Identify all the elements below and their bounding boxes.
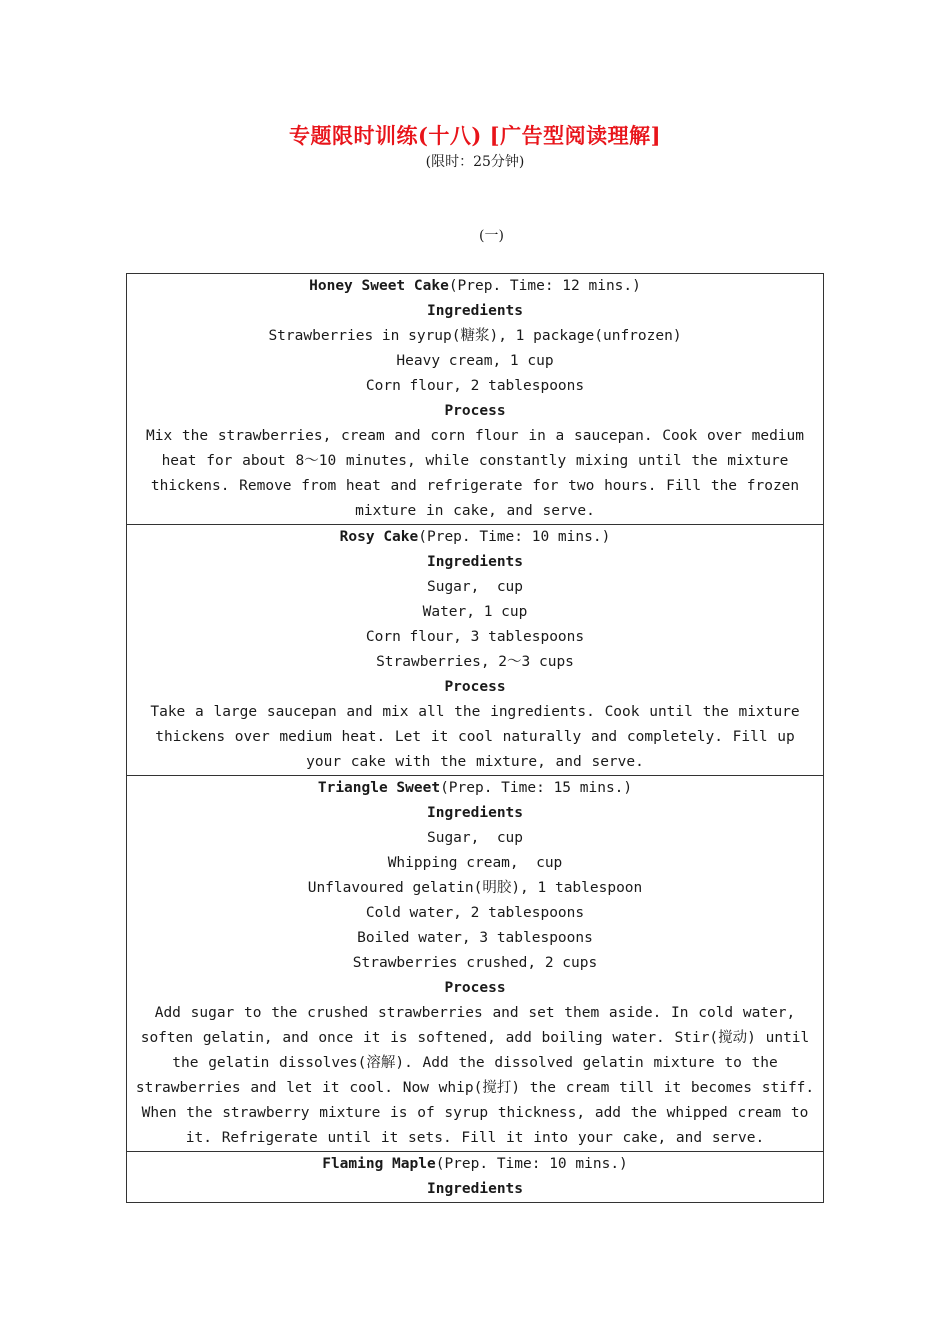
ingredients-label: Ingredients (426, 303, 524, 319)
ingredient-item: Strawberries, 2～3 cups (376, 654, 574, 670)
ingredient-item: Strawberries in syrup(糖浆), 1 package(unfrozen) (268, 328, 682, 344)
process-text: Take a large saucepan and mix all the ingredients. Cook until the mixture thickens over medium heat. Let it cool naturally and completely. Fill up your cake with the mixture, and serve. (150, 704, 800, 770)
process-text: Mix the strawberries, cream and corn flour in a saucepan. Cook over medium heat for about 8～10 minutes, while constantly mixing until the mixture thickens. Remove from heat and refrigerate for two hours. Fill the frozen mixture in cake, and serve. (145, 428, 804, 519)
ingredients-label: Ingredients (426, 805, 524, 821)
section-number: (一) (479, 228, 504, 244)
recipe-name: Triangle Sweet (317, 780, 441, 796)
ingredients-label: Ingredients (426, 554, 524, 570)
process-label: Process (444, 679, 506, 695)
prep-time: (Prep. Time: 10 mins.) (418, 529, 611, 545)
recipe-name: Honey Sweet Cake (309, 278, 449, 294)
ingredient-item: Boiled water, 3 tablespoons (357, 930, 593, 946)
recipe-cell (127, 524, 823, 775)
ingredient-item: Water, 1 cup (422, 604, 528, 620)
recipe-heading (135, 274, 815, 299)
ingredient-item: Heavy cream, 1 cup (396, 353, 554, 369)
ingredient-item: Corn flour, 3 tablespoons (365, 629, 585, 645)
recipe-heading (135, 525, 815, 550)
process-text: Add sugar to the crushed strawberries and set them aside. In cold water, soften gelatin, and once it is softened, add boiling water. Stir(搅动) until the gelatin dissolves(溶解). Add the dissolved gelatin mixture to the strawberries and let it cool. Now whip(搅打) the cream till it becomes stiff. When the strawberry mixture is of syrup thickness, add the whipped cream to it. Refrigerate until it sets. Fill it into your cake, and serve. (135, 1005, 815, 1146)
ingredient-item: Sugar, cup (426, 579, 524, 595)
time-limit: (限时：25分钟) (425, 154, 525, 170)
recipe-cell (127, 274, 823, 524)
recipe-table (126, 273, 824, 1203)
prep-time: (Prep. Time: 15 mins.) (440, 780, 633, 796)
ingredient-item: Corn flour, 2 tablespoons (365, 378, 585, 394)
recipe-heading (135, 1152, 815, 1177)
recipe-name: Rosy Cake (339, 529, 419, 545)
ingredient-item: Whipping cream, cup (387, 855, 563, 871)
prep-time: (Prep. Time: 12 mins.) (448, 278, 641, 294)
ingredient-item: Strawberries crushed, 2 cups (352, 955, 598, 971)
ingredient-item: Cold water, 2 tablespoons (365, 905, 585, 921)
ingredients-label: Ingredients (426, 1181, 524, 1197)
prep-time: (Prep. Time: 10 mins.) (435, 1156, 628, 1172)
ingredient-item: Sugar, cup (426, 830, 524, 846)
recipe-cell (127, 775, 823, 1151)
process-label: Process (444, 980, 506, 996)
ingredient-item: Unflavoured gelatin(明胶), 1 tablespoon (307, 880, 643, 896)
page-title: 专题限时训练(十八) [广告型阅读理解] (288, 123, 662, 148)
recipe-name: Flaming Maple (322, 1156, 436, 1172)
recipe-cell (127, 1151, 823, 1202)
process-label: Process (444, 403, 506, 419)
recipe-heading (135, 776, 815, 801)
